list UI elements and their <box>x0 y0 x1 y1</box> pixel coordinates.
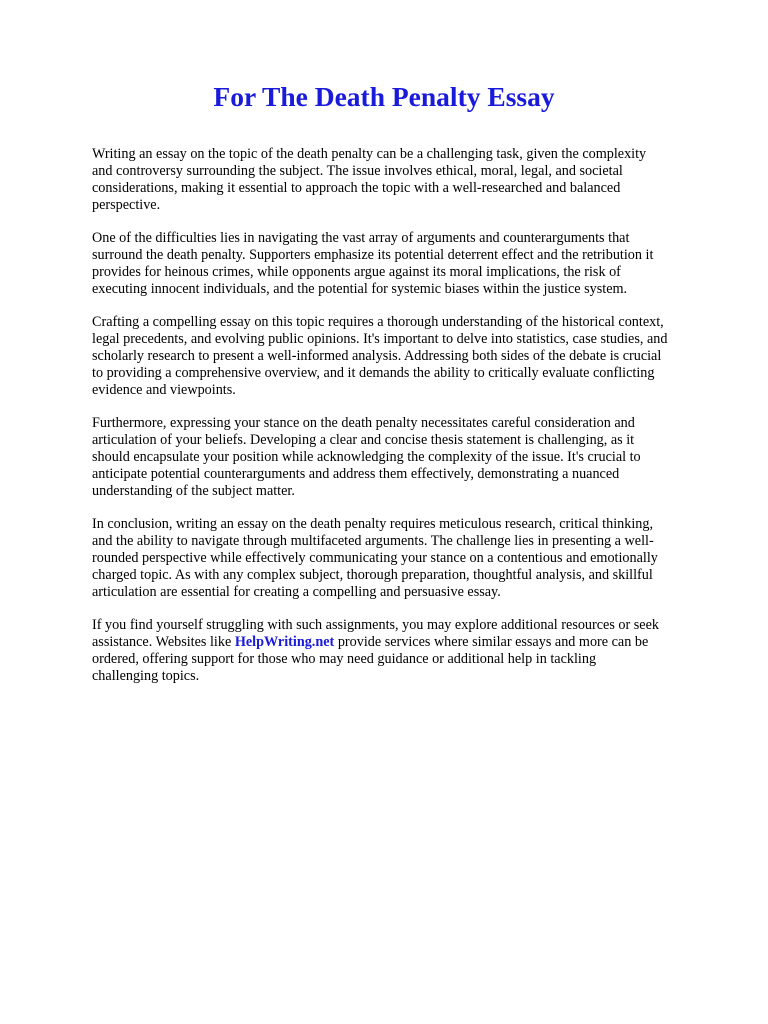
text-line: articulation are essential for creating a compelling and persuasive essay. <box>92 584 501 600</box>
text-line: scholarly research to present a well-informed analysis. Addressing both sides of the debate is crucial <box>92 348 662 364</box>
text-line: and the ability to navigate through multifaceted arguments. The challenge lies in presenting a well- <box>92 533 654 549</box>
text-line: Crafting a compelling essay on this topic requires a thorough understanding of the historical context, <box>92 314 664 330</box>
paragraph-2 <box>92 230 722 298</box>
text-line: should encapsulate your position while acknowledging the complexity of the issue. It's crucial to <box>92 449 641 465</box>
text-line: In conclusion, writing an essay on the death penalty requires meticulous research, critical thinking, <box>92 516 654 532</box>
text-line-with-link <box>92 634 722 651</box>
text-line: legal precedents, and evolving public opinions. It's important to delve into statistics, case studies, and <box>92 331 668 347</box>
text-line: One of the difficulties lies in navigating the vast array of arguments and counterarguments that <box>92 230 630 246</box>
paragraph-1 <box>92 146 722 214</box>
text-line: understanding of the subject matter. <box>92 483 295 499</box>
helpwriting-link[interactable]: HelpWriting.net <box>234 634 335 650</box>
text-line: challenging topics. <box>92 668 200 684</box>
text-line: rounded perspective while effectively communicating your stance on a contentious and emotionally <box>92 550 658 566</box>
paragraph-3 <box>92 314 722 399</box>
text-line: Furthermore, expressing your stance on the death penalty necessitates careful consideration and <box>92 415 635 431</box>
text-line: provides for heinous crimes, while opponents argue against its moral implications, the risk of <box>92 264 621 280</box>
text-line: evidence and viewpoints. <box>92 382 236 398</box>
paragraph-5 <box>92 516 722 601</box>
text-line: If you find yourself struggling with such assignments, you may explore additional resources or seek <box>92 617 659 633</box>
text-segment: provide services where similar essays and more can be <box>334 634 649 650</box>
paragraph-6 <box>92 617 722 685</box>
text-line: and controversy surrounding the subject. The issue involves ethical, moral, legal, and societal <box>92 163 623 179</box>
text-line: perspective. <box>92 197 161 213</box>
page-title: For The Death Penalty Essay <box>213 81 555 112</box>
text-line: considerations, making it essential to approach the topic with a well-researched and balanced <box>92 180 621 196</box>
text-line: anticipate potential counterarguments and address them effectively, demonstrating a nuanced <box>92 466 620 482</box>
paragraph-4 <box>92 415 722 500</box>
text-line: ordered, offering support for those who may need guidance or additional help in tackling <box>92 651 597 667</box>
text-segment: assistance. Websites like <box>92 634 235 650</box>
text-line: executing innocent individuals, and the potential for systemic biases within the justice system. <box>92 281 628 297</box>
text-line: surround the death penalty. Supporters emphasize its potential deterrent effect and the retribution it <box>92 247 654 263</box>
text-line: Writing an essay on the topic of the death penalty can be a challenging task, given the complexity <box>92 146 647 162</box>
text-line: articulation of your beliefs. Developing a clear and concise thesis statement is challenging, as it <box>92 432 635 448</box>
essay-body <box>92 146 722 701</box>
text-line: charged topic. As with any complex subject, thorough preparation, thoughtful analysis, and skillful <box>92 567 653 583</box>
text-line: to providing a comprehensive overview, and it demands the ability to critically evaluate conflicting <box>92 365 655 381</box>
